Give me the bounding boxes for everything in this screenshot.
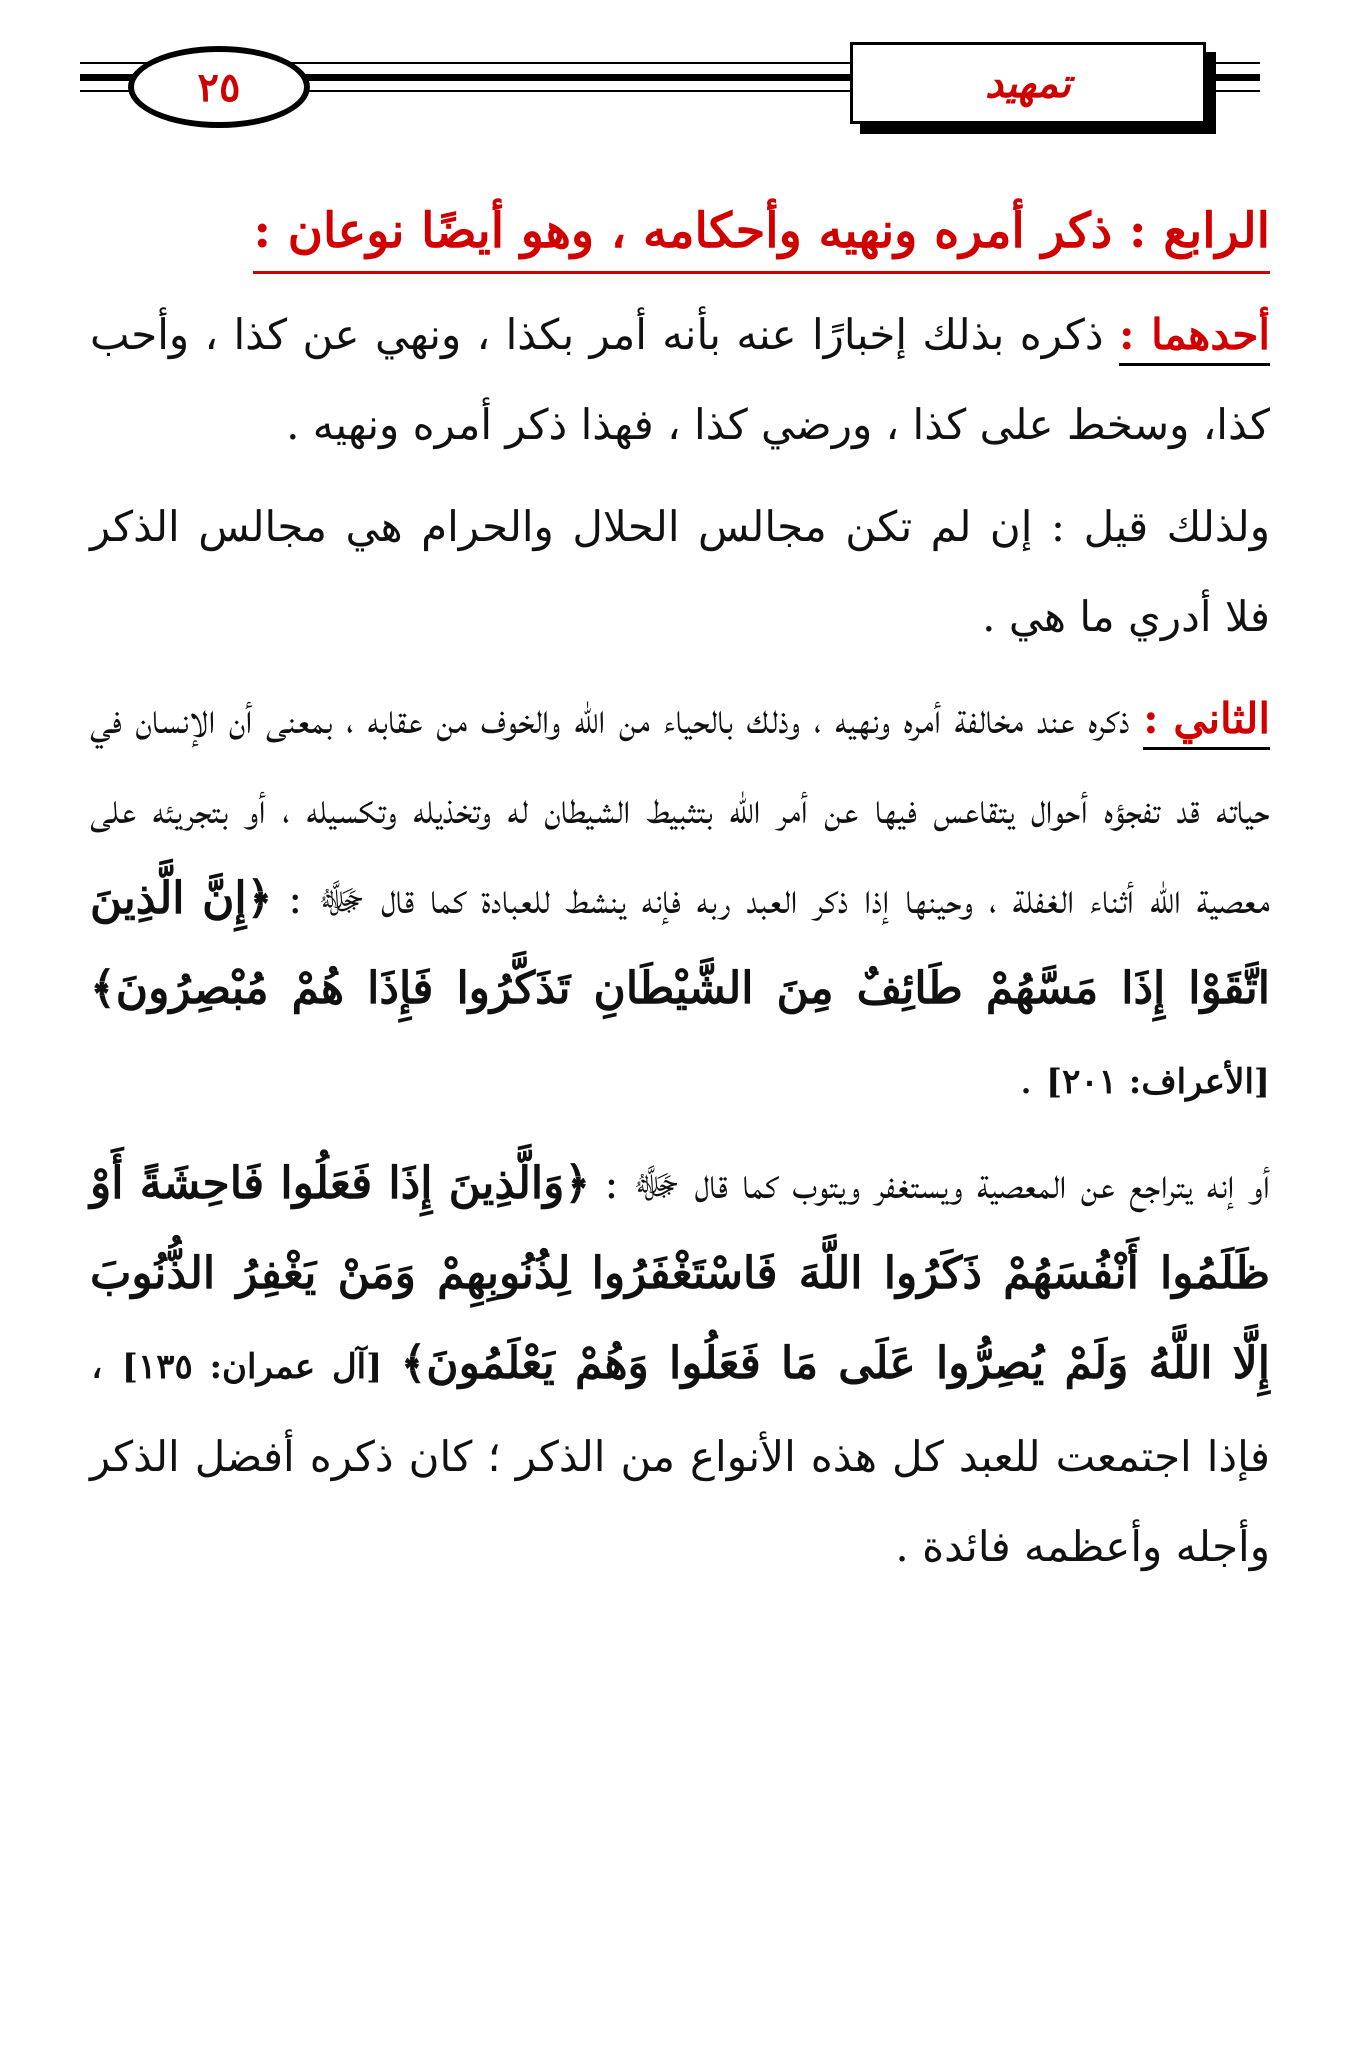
paragraph-end: ، فإذا اجتمعت للعبد كل هذه الأنواع من الذكر ؛ كان ذكره أفضل الذكر وأجله وأعظمه فائدة . (90, 1339, 1270, 1571)
paragraph-text: أو إنه يتراجع عن المعصية ويستغفر ويتوب كما قال ﷻ : (590, 1159, 1270, 1208)
quran-verse: ﴿وَالَّذِينَ إِذَا فَعَلُوا فَاحِشَةً أَوْ ظَلَمُوا أَنْفُسَهُمْ ذَكَرُوا اللَّهَ فَاسْتَغْفَرُوا لِذُنُوبِهِمْ وَمَنْ يَغْفِرُ الذُّنُوبَ إِلَّا اللَّهُ وَلَمْ يُصِرُّوا عَلَى مَا فَعَلُوا وَهُمْ يَعْلَمُونَ﴾ (90, 1158, 1270, 1389)
page-body (90, 195, 1270, 1604)
chapter-title: تمهيد (850, 42, 1206, 124)
paragraph-lead: الثاني : (1143, 694, 1270, 750)
paragraph-end: . (1019, 1054, 1047, 1103)
paragraph-text: ولذلك قيل : إن لم تكن مجالس الحلال والحرام هي مجالس الذكر فلا أدري ما هي . (90, 502, 1270, 641)
paragraph-text: ذكره بذلك إخبارًا عنه بأنه أمر بكذا ، ونهي عن كذا ، وأحب كذا، وسخط على كذا ، ورضي كذا ، فهذا ذكر أمره ونهيه . (90, 310, 1270, 449)
page-number: ٢٥ (128, 46, 310, 128)
paragraph-text: ذكره عند مخالفة أمره ونهيه ، وذلك بالحياء من الله والخوف من عقابه ، بمعنى أن الإنسان في حياته قد تفجؤه أحوال يتقاعس فيها عن أمر الله بتثبيط الشيطان له وتخذيله وتكسيله ، أو بتجريئه على معصية الله أثناء الغفلة ، وحينها إذا ذكر العبد ربه فإنه ينشط للعبادة كما قال ﷻ : (90, 694, 1271, 923)
verse-citation: [آل عمران: ١٣٥] (121, 1347, 383, 1387)
section-heading: الرابع : ذكر أمره ونهيه وأحكامه ، وهو أيضًا نوعان : (253, 195, 1270, 274)
paragraph-first (90, 290, 1270, 470)
paragraph-third (90, 674, 1270, 1127)
quran-verse: ﴿إِنَّ الَّذِينَ اتَّقَوْا إِذَا مَسَّهُمْ طَائِفٌ مِنَ الشَّيْطَانِ تَذَكَّرُوا فَإِذَا هُمْ مُبْصِرُونَ﴾ (90, 873, 1270, 1014)
paragraph-fourth (90, 1139, 1270, 1592)
verse-citation: [الأعراف: ٢٠١] (1046, 1062, 1270, 1102)
paragraph-second (90, 482, 1270, 662)
paragraph-lead: أحدهما : (1119, 310, 1270, 366)
page-header (0, 0, 1356, 140)
